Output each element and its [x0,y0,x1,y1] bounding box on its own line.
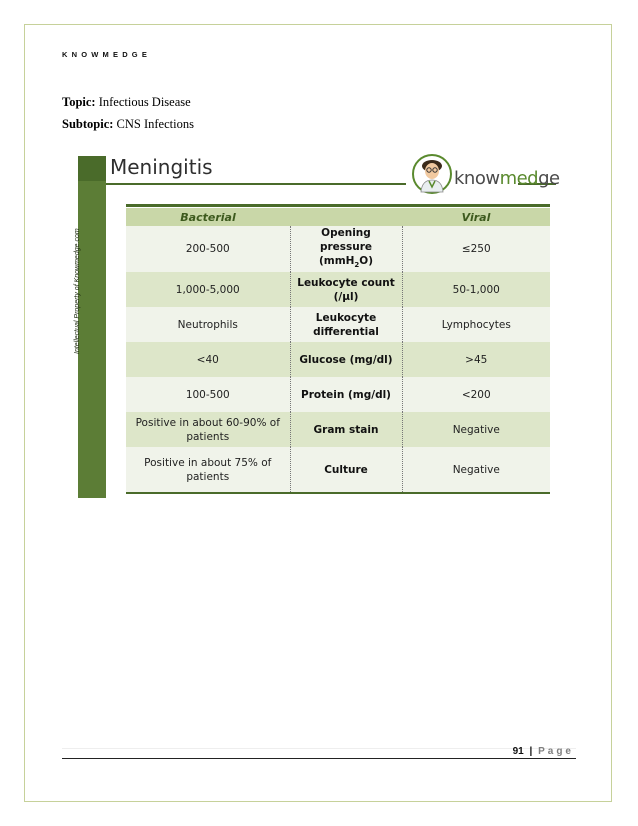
table-row [126,226,550,272]
footer-rule-light [62,748,576,749]
parameter-cell: Culture [290,447,402,493]
logo-part-med: med [499,168,539,189]
table-header-row [126,208,550,226]
meningitis-table [126,208,550,494]
figure-sidebar [78,156,106,498]
footer-rule [62,758,576,759]
subtopic-label: Subtopic: [62,117,114,131]
parameter-label: Leukocyte differential [313,311,379,338]
topic-line [62,95,191,110]
page-number-value: 91 [512,746,524,757]
sidebar-watermark-text: Intellectual Property of Knowmedge.com [74,228,81,354]
figure-title: Meningitis [110,155,213,179]
header-parameter [290,208,402,226]
header-viral: Viral [402,208,550,226]
parameter-label: Leukocyte count (/µl) [297,276,395,303]
viral-cell: Negative [402,412,550,447]
page-word: Page [538,746,574,757]
subtopic-line [62,117,194,132]
knowmedge-logo [454,168,560,189]
topic-value: Infectious Disease [98,95,191,109]
parameter-label: Opening pressure (mmH$_2$O) [318,227,374,270]
bacterial-cell: 1,000-5,000 [126,272,290,307]
logo-part-ge: ge [538,168,560,189]
table-row [126,342,550,377]
table-top-bar [126,204,550,207]
bacterial-cell: Positive in about 60-90% of patients [126,412,290,447]
subtopic-value: CNS Infections [116,117,194,131]
bacterial-cell: Positive in about 75% of patients [126,447,290,493]
title-rule [106,183,406,185]
page-number [513,746,574,757]
table-row [126,412,550,447]
viral-cell: >45 [402,342,550,377]
bacterial-cell: 100-500 [126,377,290,412]
parameter-cell: Protein (mg/dl) [290,377,402,412]
parameter-cell: Glucose (mg/dl) [290,342,402,377]
brand-header: KNOWMEDGE [62,50,152,59]
viral-cell: Lymphocytes [402,307,550,342]
table-row [126,272,550,307]
page-number-separator: | [529,746,533,757]
meningitis-figure [74,155,560,500]
bacterial-cell: Neutrophils [126,307,290,342]
viral-cell: Negative [402,447,550,493]
header-bacterial: Bacterial [126,208,290,226]
parameter-cell [290,307,402,342]
parameter-cell [290,226,402,272]
bacterial-cell: 200-500 [126,226,290,272]
viral-cell: <200 [402,377,550,412]
bacterial-cell: <40 [126,342,290,377]
viral-cell: ≤250 [402,226,550,272]
topic-label: Topic: [62,95,96,109]
parameter-cell: Gram stain [290,412,402,447]
parameter-cell [290,272,402,307]
doctor-avatar-icon [412,154,452,194]
figure-sidebar-cap [78,156,106,181]
table-row [126,377,550,412]
table-row [126,447,550,493]
table-row [126,307,550,342]
viral-cell: 50-1,000 [402,272,550,307]
logo-part-know: know [454,168,500,189]
